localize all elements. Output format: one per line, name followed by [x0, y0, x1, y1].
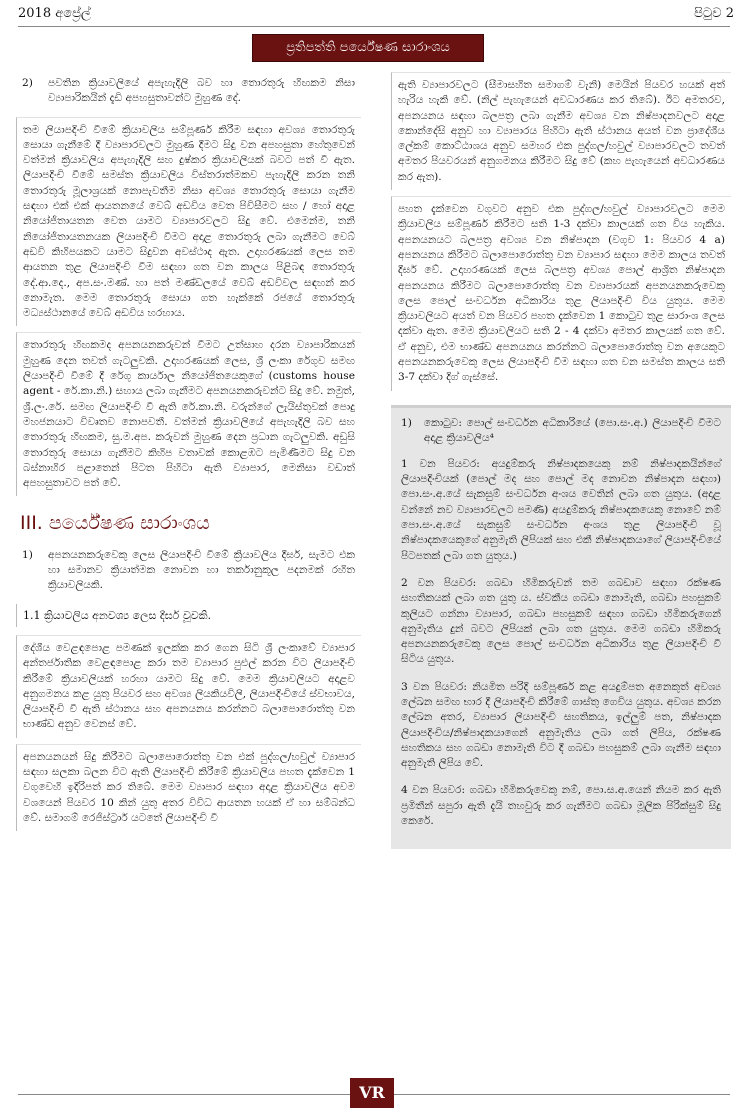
info-box: [391, 405, 731, 850]
list-text: පවතින ක්‍රියාවලියේ අපැහැදිලි බව හා තොරතුරු හිඟකම නිසා ව්‍යාපාරිකයින් දැඩි අපහසුතාවන්ට මුහුණ දේ.: [48, 77, 355, 105]
body-paragraph: අපනයනයන් සිදු කිරීමට බලාපොරොත්තු වන එක් පුද්ගල/හවුල් ව්‍යාපාර සඳහා සලකා බලන විට ඇති ලියාපදිංචි කිරීමේ ක්‍රියාවලිය පහත දැක්වෙන 1 වගුවෙහි ඉදිරිපත් කර තිබේ. මෙම ව්‍යාපාර සඳහා අදාළ ක්‍රියාවලිය අවම වශයෙන් පියවර 10 කින් යුතු අතර විවිධ ආයතන හයක් ඒ හා සම්බන්ධ වේ. සමාගම් රෙජිස්ට්‍රාර් යටතේ ලියාපදිංචි වී: [16, 744, 361, 831]
left-column: [16, 72, 361, 837]
right-column: [391, 72, 731, 849]
body-paragraph: ඇති ව්‍යාපාරවලට (සීමාසහිත සමාගම් වැනි) මෙයින් පියවර හයක් අත් හැරිය හැකි වේ. (නිල් පැහැයෙන් අවධාරණය කර තිබේ). ඊට අමතරව, අපනයනය සඳහා බලපත්‍ර ලබා ගැනීම අවශ්‍ය වන නිෂ්පාදනවලට අදාළ කොන්දේසි අනුව හා ව්‍යාපාරය පිහිටා ඇති ස්ථානය අයත් වන ප්‍රාදේශීය ලේකම් කොට්ඨාශය අනුව සමහර එක පුද්ගල/හවුල් ව්‍යාපාරවලට තවත් අමතර පියවරයන් අනුගමනය කිරීමට සිදු වේ (කහ පැහැයෙන් අවධාරණය කර ඇත).: [391, 72, 731, 190]
header-divider: [18, 26, 730, 27]
list-text: අපනයනකරුවෙකු ලෙස ලියාපදිංචි වීමේ ක්‍රියාවලිය දීර්ඝ, සැමට එක හා සමානව ක්‍රියාත්මක නොවන හා තර්කානුකූල පදනමක් රහිත ක්‍රියාවලියකි.: [48, 548, 355, 592]
box-step: 2 වන පියවර: ගබඩා හිමිකරුවන් තම ගබඩාව සඳහා රක්ෂණ සහතිකයක් ලබා ගත යුතු ය. ස්වකීය ගබඩා නොමැති, ගබඩා පහසුකම් කුලියට ගන්නා ව්‍යාපාර, ගබඩා පහසුකම් සඳහා ගබඩා හිමිකරුගෙන් අනුමැතිය දුන් බවට ලිපියක් ලබා ගත යුතුය. මෙම ගබඩා හිමිකරු අපනයනකරුවෙකු ලෙස පොල් සංවර්ධන අධිකාරිය තුළ ලියාපදිංචි වී සිටිය යුතුය.: [401, 576, 721, 666]
subheading: 1.1 ක්‍රියාවලිය අනවශ්‍ය ලෙස දීර්ඝ වූවකි.: [16, 604, 361, 627]
box-title: කොටුව: පොල් සංවර්ධන අධිකාරියේ (පො.සං.අ.) ලියාපදිංචි වීමට අදාළ ක්‍රියාවලිය⁴: [423, 416, 721, 444]
box-step: 4 වන පියවර: ගබඩා හිමිකරුවෙකු නම්, පො.ස.අ.යෙන් නියම කර ඇති ප්‍රමිතීන් සපුරා ඇති දැයි තහවුරු කර ගැනීමට ගබඩා මූලික පිරික්සුම් සිදු කෙරේ.: [401, 784, 721, 828]
list-item: [16, 72, 361, 111]
logo: VR: [350, 1078, 394, 1108]
page-number: පිටුව 2: [694, 6, 734, 21]
body-paragraph: තම ලියාපදිංචි වීමේ ක්‍රියාවලිය සම්පූර්ණ කිරීම සඳහා අවශ්‍ය තොරතුරු සොයා ගැනීමේ දී ව්‍යාපාරවලට මුහුණ දීමට සිදු වන අපහසුතා හේතුවෙන් වත්මන් ක්‍රියාවලිය අපැහැදිලි සහ දුෂ්කර ක්‍රියාවලියක් බවට පත් වී ඇත. ලියාපදිංචි වීමේ සමස්ත ක්‍රියාවලිය විස්තරාත්මකව පැහැදිලි කරන තනි තොරතුරු මූලාශ්‍රයක් නොපැවතීම නිසා අවශ්‍ය තොරතුරු සොයා ගැනීම සඳහා එක් එක් ආයතනයේ වෙබ් අඩවිය වෙත පිවිසීමට සහ / හෝ අදාළ නියෝජිතායතන වෙත යාමට ව්‍යාපාරවලට සිදු වේ. එමෙන්ම, තනි නියෝජිතායතනයක ලියාපදිංචි වීමට අදාළ තොරතුරු ලබා ගැනීමට වෙබ් අඩවි කිහිපයකට යාමට සිදුවන අවස්ථාද ඇත. උදාහරණයක් ලෙස තම ආයතන තුළ ලියාපදිංචි වීම සඳහා ගත වන කාලය පිළිබඳ තොරතුරු දේ.ආ.දෙ., අප.සං.මණ්. හා පත් මණ්ඩලයේ වෙබ් අඩවිවල සඳහන් කර නොමැත. මෙම තොරතුරු සොයා ගත හැක්කේ රජයේ තොරතුරු මධ්‍යස්ථානයේ වෙබ් අඩවිය හරහාය.: [16, 117, 361, 327]
body-paragraph: දේශීය වෙළඳපොළ පමණක් ඉලක්ක කර ගෙන සිටි ශ්‍රී ලංකාවේ ව්‍යාපාර අන්තර්ජාතික වෙළඳපොළ කරා තම ව්‍යාපාර පුළුල් කරන විට ලියාපදිංචි කිරීමේ ක්‍රියාවලියක් හරහා යාමට සිදු වේ. මෙම ක්‍රියාවලියට අදාළව අනුගමනය කළ යුතු පියවර සහ අවශ්‍ය ලියකියවිලි, ලියාපදිංචියේ ස්වභාවය, ලියාපදිංචි වී ඇති ස්ථානය සහ අපනයනය කරන්නට බලාපොරොත්තු වන භාණ්ඩ අනුව වෙනස් වේ.: [16, 635, 361, 738]
box-number: 1): [401, 416, 412, 429]
section-heading: III. පර්යේෂණ සාරාංශය: [20, 512, 210, 535]
issue-date: 2018 අප්‍රේල්: [18, 6, 91, 21]
body-paragraph: පහත දැක්වෙන වගුවට අනුව එක පුද්ගල/හවුල් ව්‍යාපාරවලට මෙම ක්‍රියාවලිය සම්පූර්ණ කිරීමට සති 1-3 දක්වා කාලයක් ගත විය හැකිය. අපනයනයට බලපත්‍ර අවශ්‍ය වන නිෂ්පාදන (වගුව 1: පියවර 4 a) අපනයනය කිරීමට බලාපොරොත්තු වන ව්‍යාපාර සඳහා මෙම කාලය තවත් දීර්ඝ වේ. උදාහරණයක් ලෙස බලපත්‍ර අවශ්‍ය පොල් ආශ්‍රිත නිෂ්පාදන අපනයනය කිරීමට බලාපොරොත්තු වන ව්‍යාපාරයක් අපනයනකරුවෙකු ලෙස පොල් සංවර්ධන අධිකාරිය තුළ ලියාපදිංචි විය යුතුය. මෙම ක්‍රියාවලියට අයත් වන පියවර පහත දැක්වෙන 1 කොටුව තුළ සාරාංශ ලෙස දක්වා ඇත. මෙම ක්‍රියාවලියට සති 2 - 4 දක්වා අමතර කාලයක් ගත වේ. ඒ අනුව, එම භාණ්ඩ අපනයනය කරන්නට බලාපොරොත්තු වන අයෙකුට අපනයනකරුවෙකු ලෙස ලියාපදිංචි වීම සඳහා ගත වන සමස්ත කාලය සති 3-7 දක්වා දිග් ගැස්සේ.: [391, 196, 731, 391]
page-header: [18, 6, 734, 24]
section-banner: ප්‍රතිපත්ති පර්යේෂණ සාරාංශය: [252, 34, 484, 62]
box-header: [401, 416, 721, 447]
box-step: 1 වන පියවර: අයදුම්කරු නිෂ්පාදකයෙකු නම් නිෂ්පාදකයින්ගේ ලියාපදිංචියක් (පොල් මද සහ පොල් මද නොවන නිෂ්පාදන සඳහා) පො.සං.අ.යේ සැකසුම් සංවර්ධන අංශය වෙතින් ලබා ගත යුතුය. (අදාළ වන්නේ නව ව්‍යාපාරවලට පමණි) අයදුම්කරු නිෂ්පාදකයෙකු නොවේ නම් පො.සං.අ.යේ සැකසුම් සංවර්ධන අංශය තුළ ලියාපදිංචි වූ නිෂ්පාදකයෙකුගේ අනුමැති ලිපියක් සහ එකී නිෂ්පාදකයාගේ ලියාපදිංචියේ පිටපතක් ලබා ගත යුතුය.): [401, 457, 721, 562]
list-number: 2): [22, 77, 33, 89]
list-number: 1): [22, 548, 33, 561]
box-step: 3 වන පියවර: නියමිත පරිදි සම්පූර්ණ කළ අයදුම්පත අනෙකුත් අවශ්‍ය ලේඛන සමඟ භාර දී ලියාපදිංචි කිරීමේ ගාස්තු ගෙවිය යුතුය. අවශ්‍ය කරන ලේඛන අතර, ව්‍යාපාර ලියාපදිංචි සහතිකය, ඉල්ලුම් පත, නිෂ්පාදක ලියාපදිංචිය/නිෂ්පාදකයාගෙන් අනුමැතිය ලබා ගත් ලිපිය, රක්ෂණ සහතිකය සහ ගබඩා නොමැති විට දී ගබඩා පහසුකම් ලබා ගැනීම සඳහා අනුමැති ලිපිය වේ.: [401, 680, 721, 770]
body-paragraph: තොරතුරු හිඟකමද අපනයනකරුවන් වීමට උත්සාහ දරන ව්‍යාපාරිකයන් මුහුණ දෙන තවත් ගැටලුවකි. උදාහරණයක් ලෙස, ශ්‍රී ලංකා රේගුව සමඟ ලියාපදිංචි වීමේ දී රේගු කාර්යාල නියෝජිතයෙකුගේ (customs house agent - රේ.කා.නි.) සහාය ලබා ගැනීමට අපනයනකරුවන්ට සිදු වේ. නමුත්, ශ්‍රී.ලං.රේ. සමඟ ලියාපදිංචි වී ඇති රේ.කා.නි. වරුන්ගේ ලැයිස්තුවක් පොදු මහජනයාට විවෘතව නොපවතී. වත්මන් ක්‍රියාවලියේ අපැහැදිලි බව සහ තොරතුරු හිඟකම, සු.ම.අප. කරුවන් මුහුණ දෙන ප්‍රධාන ගැටලුවකි. අඩුසි තොරතුරු සොයා ගැනීමට කිහිප වතාවක් කොළඹට පැමිණීමට සිදු වන බස්නාහිර පළාතෙන් පිටත පිහිටා ඇති ව්‍යාපාර, මෙනිසා වඩාත් අපහසුතාවට පත් වේ.: [16, 332, 361, 496]
list-item: [16, 544, 361, 598]
